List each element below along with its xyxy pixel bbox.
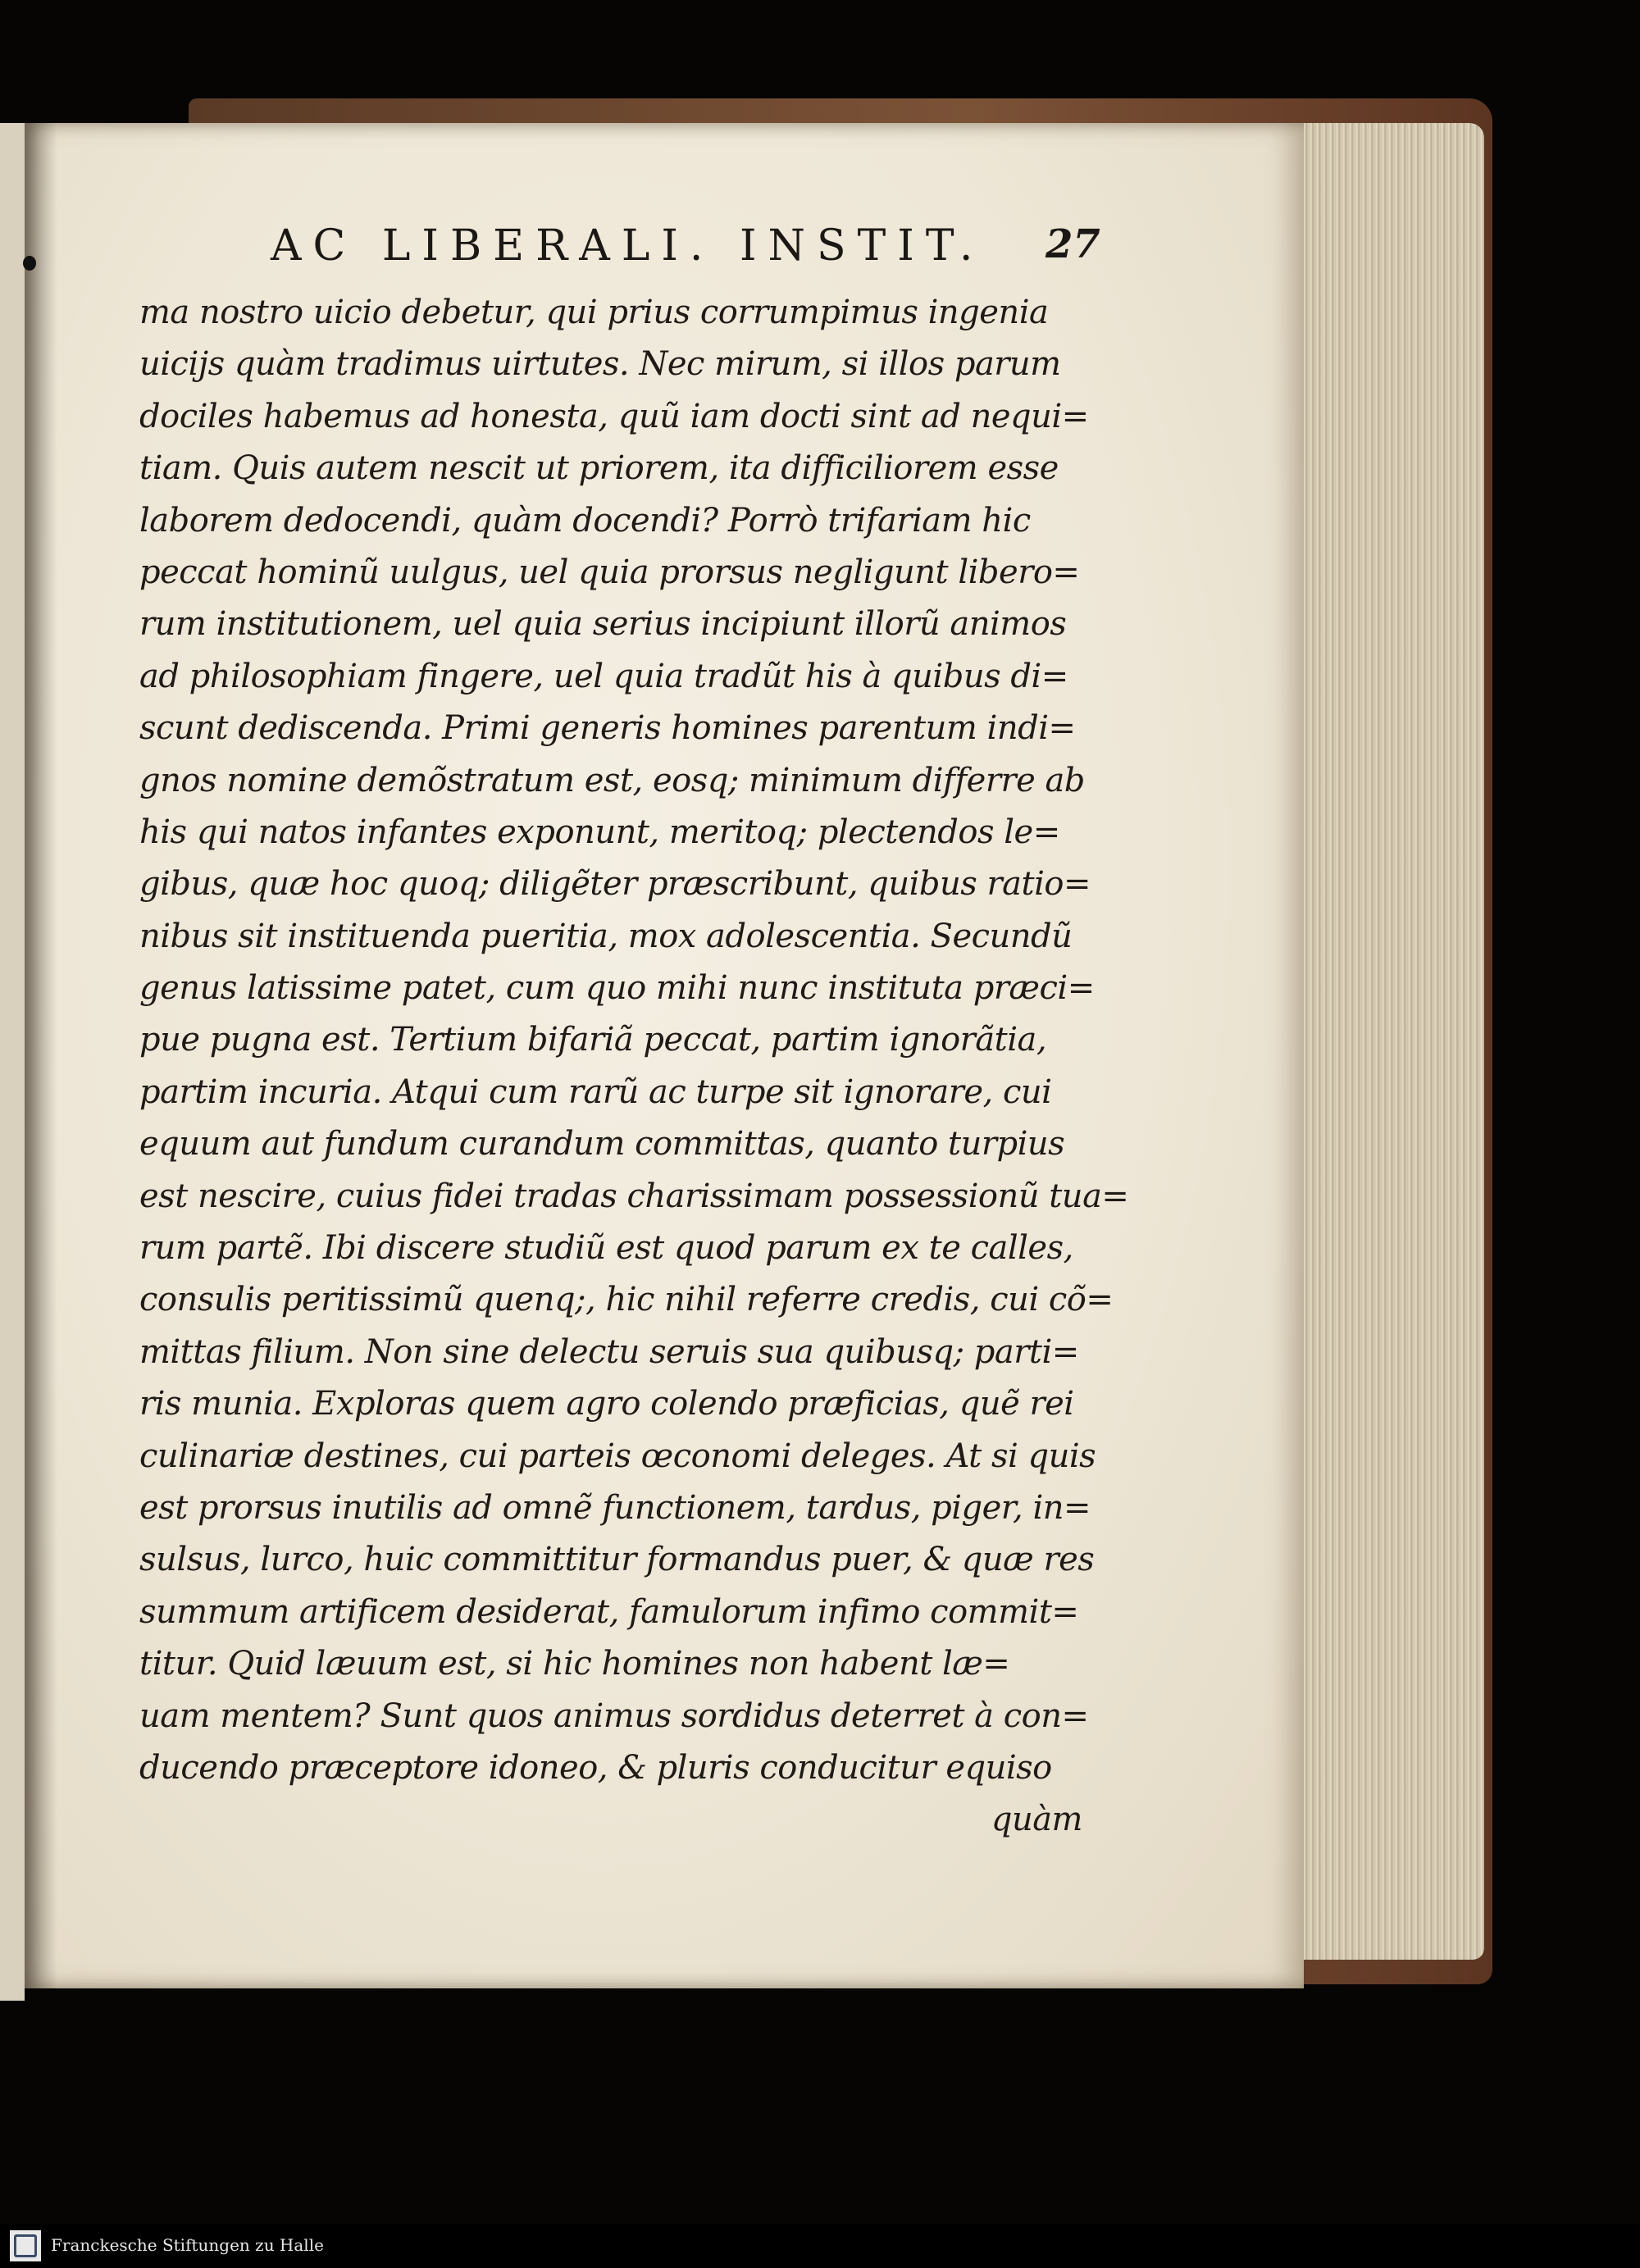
footer-institution: Franckesche Stiftungen zu Halle (51, 2235, 324, 2255)
text-line: rum institutionem, uel quia serius incipiunt illorũ animos (139, 605, 1067, 644)
catchword: quàm (991, 1801, 1082, 1839)
text-line: ducendo præceptore idoneo, & pluris conducitur equiso (139, 1748, 1052, 1787)
text-line: titur. Quid læuum est, si hic homines non habent læ= (139, 1645, 1010, 1683)
ink-dot (23, 256, 36, 271)
text-line: laborem dedocendi, quàm docendi? Porrò trifariam hic (139, 501, 1031, 540)
text-line: scunt dediscenda. Primi generis homines parentum indi= (139, 709, 1076, 748)
left-page-edge (0, 123, 25, 2001)
text-line: consulis peritissimũ quenq;, hic nihil referre credis, cui cõ= (139, 1281, 1114, 1319)
text-line: nibus sit instituenda pueritia, mox adolescentia. Secundũ (139, 917, 1073, 955)
text-line: his qui natos infantes exponunt, meritoq; plectendos le= (139, 813, 1060, 851)
text-line: rum partẽ. Ibi discere studiũ est quod parum ex te calles, (139, 1229, 1073, 1268)
text-line: culinariæ destines, cui parteis œconomi deleges. At si quis (139, 1437, 1096, 1475)
text-line: sulsus, lurco, huic committitur formandus puer, & quæ res (139, 1541, 1095, 1579)
body-text (139, 287, 1129, 1847)
text-line: peccat hominũ uulgus, uel quia prorsus negligunt libero= (139, 553, 1080, 591)
spine-shadow (25, 123, 57, 1988)
text-line: ad philosophiam fingere, uel quia tradũt his à quibus di= (139, 657, 1068, 695)
text-line: ris munia. Exploras quem agro colendo præficias, quẽ rei (139, 1385, 1074, 1423)
text-line: genus latissime patet, cum quo mihi nunc instituta præci= (139, 969, 1095, 1008)
text-line: est nescire, cuius fidei tradas charissimam possessionũ tua= (139, 1177, 1129, 1215)
book-page (25, 123, 1304, 1988)
institution-logo-icon (10, 2230, 41, 2261)
text-line: ma nostro uicio debetur, qui prius corrumpimus ingenia (139, 294, 1049, 331)
text-line: gibus, quæ hoc quoq; diligẽter præscribunt, quibus ratio= (139, 865, 1091, 904)
text-line: equum aut fundum curandum committas, quanto turpius (139, 1125, 1065, 1164)
text-line: uam mentem? Sunt quos animus sordidus deterret à con= (139, 1696, 1089, 1735)
text-line: mittas filium. Non sine delectu seruis sua quibusq; parti= (139, 1332, 1079, 1371)
text-line: uicijs quàm tradimus uirtutes. Nec mirum, si illos parum (139, 345, 1061, 384)
text-line: partim incuria. Atqui cum rarũ ac turpe sit ignorare, cui (139, 1073, 1052, 1111)
text-line: dociles habemus ad honesta, quũ iam docti sint ad nequi= (139, 397, 1089, 435)
running-head: AC LIBERALI. INSTIT. (271, 221, 985, 271)
footer-bar (0, 2224, 1640, 2268)
text-line: gnos nomine demõstratum est, eosq; minimum differre ab (139, 761, 1085, 799)
text-line: est prorsus inutilis ad omnẽ functionem, tardus, piger, in= (139, 1488, 1091, 1527)
text-line: tiam. Quis autem nescit ut priorem, ita difficiliorem esse (139, 449, 1059, 488)
page-number: 27 (1046, 221, 1100, 267)
text-line: summum artificem desiderat, famulorum infimo commit= (139, 1592, 1079, 1631)
page-fore-edge (1296, 123, 1484, 1960)
text-line: pue pugna est. Tertium bifariã peccat, partim ignorãtia, (139, 1021, 1047, 1059)
